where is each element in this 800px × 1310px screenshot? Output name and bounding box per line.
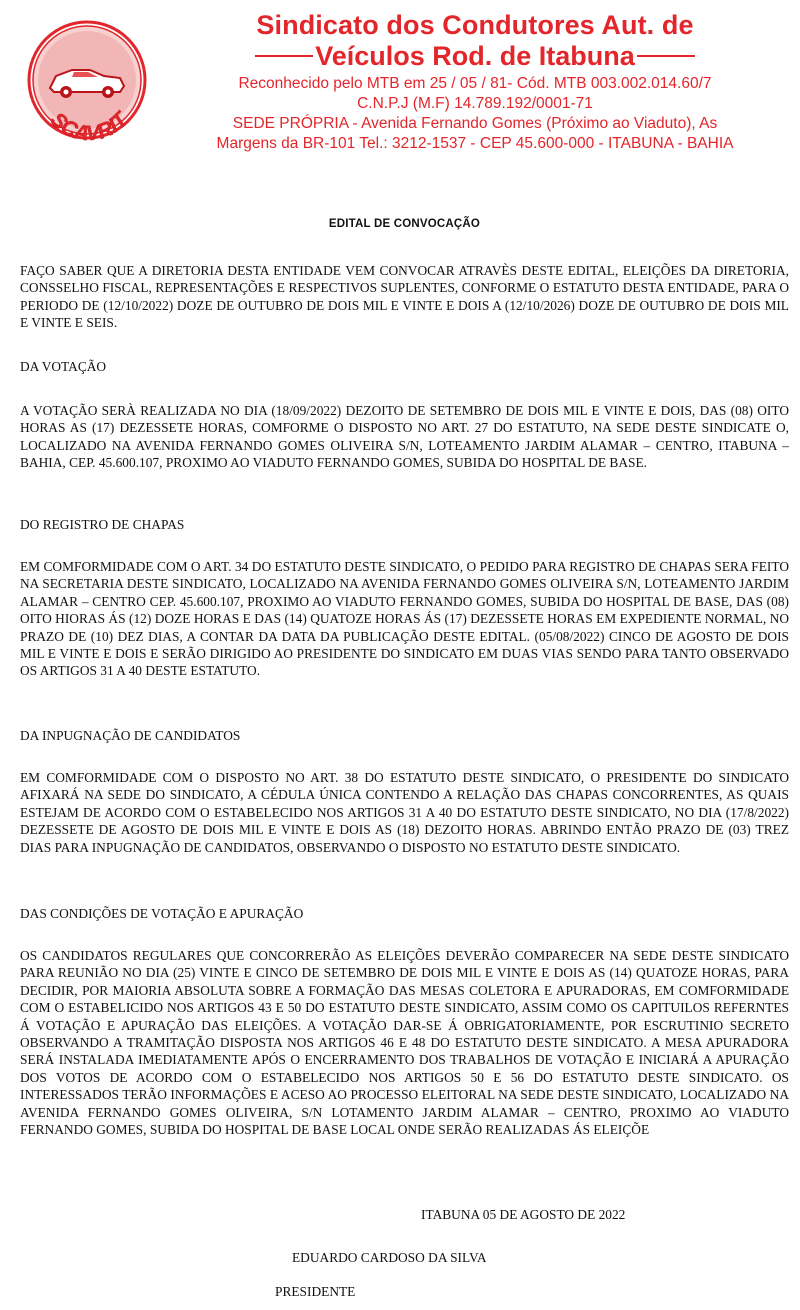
- title-rule-right: [637, 55, 695, 59]
- place-date: ITABUNA 05 DE AGOSTO DE 2022: [421, 1207, 626, 1222]
- recognition-line: Reconhecido pelo MTB em 25 / 05 / 81- Cód. MTB 003.002.014.60/7: [238, 75, 712, 92]
- section-body-votacao: A VOTAÇÃO SERÀ REALIZADA NO DIA (18/09/2022) DEZOITO DE SETEMBRO DE DOIS MIL E VINTE E DOIS, DAS (08) OITO HORAS AS (17) DEZESSETE HORAS, COMFORME O DISPOSTO NO ART. 27 DO ESTATUTO, NA SEDE DESTE SINDICATE O, LOCALIZADO NA AVENIDA FERNANDO GOMES OLIVEIRA S/N, LOTEAMENTO JARDIM ALAMAR – CENTRO, ITABUNA – BAHIA, CEP. 45.600.107, PROXIMO AO VIADUTO FERNANDO GOMES, SUBIDA DO HOSPITAL DE BASE.: [20, 403, 789, 471]
- section-body-registro: EM COMFORMIDADE COM O ART. 34 DO ESTATUTO DESTE SINDICATO, O PEDIDO PARA REGISTRO DE CHAPAS SERA FEITO NA SECRETARIA DESTE SINDICATO, LOCALIZADO NA AVENIDA FERNANDO GOMES OLIVEIRA S/N, LOTEAMENTO JARDIM ALAMAR – CENTRO CEP. 45.600.107, PROXIMO AO VIADUTO FERNANDO GOMES, SUBIDA DO HOSPITAL DE BASE, DAS (08) OITO HIORAS ÁS (12) DOZE HORAS E DAS (14) QUATOZE HORAS ÁS (17) DEZESSETE HORAS EM EXPEDIENTE NORMAL, NO PRAZO DE (10) DEZ DIAS, A CONTAR DA DATA DA PUBLICAÇÃO DESTE EDITAL. (05/08/2022) CINCO DE AGOSTO DE DOIS MIL E VINTE E DOIS E SERÃO DIRIGIDO AO PRESIDENTE DO SINDICATO EM DUAS VIAS SENDO PARA TANTO OBSERVADO OS ARTIGOS 31 A 40 DESTE ESTATUTO.: [20, 559, 789, 679]
- section-heading-inpugnacao: DA INPUGNAÇÃO DE CANDIDATOS: [20, 728, 241, 743]
- section-body-condicoes: OS CANDIDATOS REGULARES QUE CONCORRERÃO AS ELEIÇÕES DEVERÃO COMPARECER NA SEDE DESTE SINDICATO PARA REUNIÃO NO DIA (25) VINTE E CINCO DE SETEMBRO DE DOIS MIL E VINTE E DOIS AS (14) QUATOZE HORAS, PARA DECIDIR, POR MAIORIA ABSOLUTA SOBRE A FORMAÇÃO DAS MESAS COLETORA E APURADORAS, EM COMFORMIDADE COM O ESTABELICIDO NOS ARTIGOS 43 E 50 DO ESTATUTO DESTE SINDICATO, ASSIM COMO OS CAPITUILOS REFERNTES Á VOTAÇÃO E APURAÇÃO DAS ELEIÇÕES. A VOTAÇÃO DAR-SE Á OBRIGATORIAMENTE, POR ESCRUTINIO SECRETO OBSERVANDO A TRAMITAÇÃO DISPOSTA NOS ARTIGOS 46 E 48 DO ESTATUTO DESTE SINDICATO. A MESA APURADORA SERÁ INSTALADA IMEDIATAMENTE APÓS O ENCERRAMENTO DOS TRABALHOS DE VOTAÇÃO E INICIARÁ A APURAÇÃO DOS VOTOS DE ACORDO COM O ESTABELECIDO NOS ARTIGOS 50 E 56 DO ESTATUTO DESTE SINDICATO. OS INTERESSADOS TERÃO INFORMAÇÕES E ACESO AO PROCESSO ELEITORAL NA SEDE DESTE SINDICATO, LOCALIZADO NA AVENIDA FERNANDO GOMES OLIVEIRA, S/N LOTAMENTO JARDIM ALAMAR – CENTRO, PROXIMO AO VIADUTO FERNANDO GOMES, SUBIDA DO HOSPITAL DE BASE LOCAL ONDE SERÃO REALIZADAS ÁS ELEIÇÕE: [20, 948, 789, 1138]
- address-line1: SEDE PRÓPRIA - Avenida Fernando Gomes (Próximo ao Viaduto), As: [232, 115, 718, 132]
- letterhead: [150, 10, 800, 154]
- section-heading-condicoes: DAS CONDIÇÕES DE VOTAÇÃO E APURAÇÃO: [20, 906, 304, 921]
- section-body-inpugnacao: EM COMFORMIDADE COM O DISPOSTO NO ART. 38 DO ESTATUTO DESTE SINDICATO, O PRESIDENTE DO SINDICATO AFIXARÁ NA SEDE DO SINDICATO, A CÉDULA ÚNICA CONTENDO A RELAÇÃO DAS CHAPAS CONCORRENTES, AS QUAIS ESTEJAM DE ACORDO COM O ESTABELECIDO NOS ARTIGOS 31 A 40 DO ESTATUTO DESTE SINDICATO, NO DIA (17/8/2022) DEZESSETE DE AGOSTO DE DOIS MIL E VINTE E DOIS AS (18) DEZOITO HORAS. ABRINDO ENTÃO PRAZO DE (03) TREZ DIAS PARA INPUGNAÇÃO DE CANDIDATOS, OBSERVANDO O DISPOSTO NO ESTATUTO DESTE SINDICATO.: [20, 770, 789, 855]
- union-name-line2: Veículos Rod. de Itabuna: [315, 41, 635, 71]
- title-rule-left: [255, 55, 313, 59]
- cnpj-line: C.N.P.J (M.F) 14.789.192/0001-71: [357, 95, 593, 112]
- intro-paragraph: FAÇO SABER QUE A DIRETORIA DESTA ENTIDADE VEM CONVOCAR ATRAVÈS DESTE EDITAL, ELEIÇÕES DA DIRETORIA, CONSSELHO FISCAL, REPRESENTAÇÕES E RESPECTIVOS SUPLENTES, CONFORME O ESTATUTO DESTA ENTIDADE, PARA O PERIODO DE (12/10/2022) DOZE DE OUTUBRO DE DOIS MIL E VINTE E DOIS A (12/10/2026) DOZE DE OUTUBRO DE DOIS MIL E VINTE E SEIS.: [20, 263, 789, 331]
- signatory-name: EDUARDO CARDOSO DA SILVA: [292, 1250, 487, 1265]
- union-name-line2-wrap: [150, 41, 800, 72]
- section-heading-votacao: DA VOTAÇÃO: [20, 359, 107, 374]
- address-line2: Margens da BR-101 Tel.: 3212-1537 - CEP 45.600-000 - ITABUNA - BAHIA: [216, 135, 734, 152]
- signatory-role: PRESIDENTE: [275, 1284, 356, 1299]
- union-logo: [16, 14, 158, 156]
- document-title: EDITAL DE CONVOCAÇÃO: [328, 218, 481, 230]
- section-heading-registro: DO REGISTRO DE CHAPAS: [20, 517, 185, 532]
- logo-text: SCAVRIT: [45, 108, 133, 146]
- union-name-line1: Sindicato dos Condutores Aut. de: [256, 10, 694, 40]
